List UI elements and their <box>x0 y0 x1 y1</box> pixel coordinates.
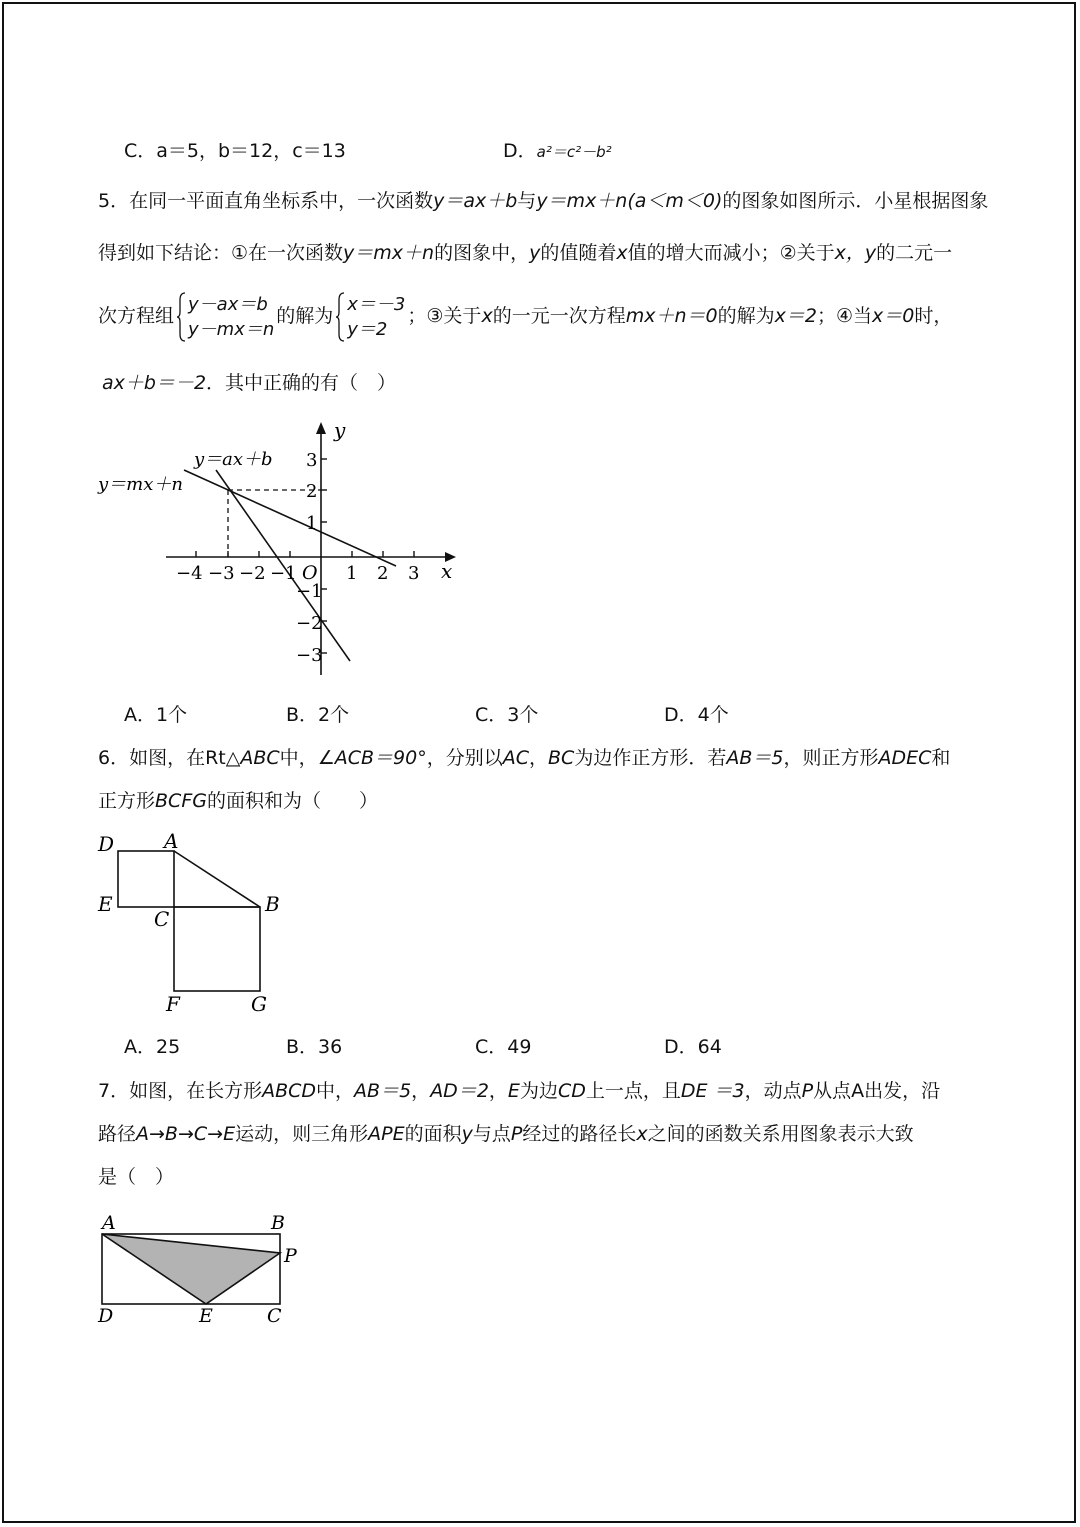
hypotenuse-ab <box>174 851 260 907</box>
y-axis-label: y <box>334 418 346 442</box>
q7-line-3: 是（ ） <box>98 1166 175 1188</box>
q6-option-d: D．64 <box>664 1036 722 1058</box>
q7-text: 与点 <box>472 1123 511 1145</box>
q5-var: x <box>481 305 493 327</box>
q6-text: ，则正方形 <box>783 747 879 769</box>
q7-rectangle-figure <box>90 1205 310 1335</box>
q6-var: AC <box>502 747 529 769</box>
point-label-g: G <box>251 992 267 1016</box>
q7-text: ， <box>488 1080 508 1102</box>
q4-option-c-text: C．a＝5，b＝12，c＝13 <box>124 140 346 162</box>
point-label-a: A <box>164 829 179 853</box>
point-label-b: B <box>265 892 280 916</box>
q5-option-d: D．4个 <box>664 704 729 726</box>
q5-var: y <box>529 242 541 264</box>
q7-var: P <box>510 1123 523 1145</box>
q5-formula: ax＋b＝－2 <box>102 372 207 394</box>
q6-text: 的面积和为（ ） <box>206 790 378 812</box>
triangle-ape <box>102 1234 280 1304</box>
q7-text: 的面积 <box>404 1123 462 1145</box>
x-tick-label: −2 <box>239 563 266 584</box>
q4-option-d <box>503 138 612 165</box>
y-tick-label: −2 <box>296 613 323 634</box>
q6-line-2 <box>98 788 378 814</box>
q7-text: ， <box>411 1080 431 1102</box>
system-row: x＝－3 <box>347 293 406 315</box>
y-tick-label: 1 <box>306 513 318 534</box>
point-label-a: A <box>102 1212 116 1234</box>
q5-text: 次方程组 <box>98 305 175 327</box>
q4-option-d-expr: a²＝c²－b² <box>536 143 612 161</box>
origin-label: O <box>302 562 318 584</box>
equation-system-1 <box>176 292 274 342</box>
q6-text: ， <box>528 747 548 769</box>
q6-option-b: B．36 <box>286 1036 343 1058</box>
q5-text: 值的增大而减小；②关于 <box>627 242 835 264</box>
point-label-d: D <box>98 1305 114 1327</box>
q5-option-c: C．3个 <box>475 704 539 726</box>
q5-var: x <box>616 242 628 264</box>
brace-icon <box>335 292 345 342</box>
x-tick-label: −3 <box>208 563 235 584</box>
y-axis-arrow-icon <box>316 422 326 434</box>
point-label-c: C <box>267 1305 282 1327</box>
q6-var: ADEC <box>878 747 932 769</box>
q5-text: 的值随着 <box>540 242 617 264</box>
q5-text: 得到如下结论：①在一次函数 <box>98 242 344 264</box>
x-tick-label: 3 <box>408 563 420 584</box>
q6-option-c: C．49 <box>475 1036 532 1058</box>
point-label-e: E <box>98 892 113 916</box>
q7-var: A <box>851 1080 865 1102</box>
square-adec <box>118 851 174 907</box>
system-row: y＝2 <box>347 318 388 340</box>
line-label-ax-b: y＝ax＋b <box>194 449 273 470</box>
square-bcfg <box>174 907 260 991</box>
brace-icon <box>176 292 186 342</box>
q6-text: ，分别以 <box>426 747 503 769</box>
q5-coordinate-graph <box>90 415 470 685</box>
q6-text: 为边作正方形．若 <box>574 747 727 769</box>
x-tick-label: −4 <box>176 563 203 584</box>
x-tick-label: −1 <box>270 563 297 584</box>
q6-squares-figure <box>90 825 290 1020</box>
q6-line-1 <box>98 745 950 771</box>
y-tick-label: 3 <box>306 450 318 471</box>
q7-text: 上一点，且 <box>585 1080 681 1102</box>
q5-formula: x＝2 <box>774 305 817 327</box>
q5-line-2 <box>98 240 952 266</box>
q7-var: ABCD <box>262 1080 317 1102</box>
q5-text: 的图象中， <box>434 242 530 264</box>
q7-text: 从点 <box>813 1080 852 1102</box>
q5-formula: y＝mx＋n(a＜m＜0) <box>536 190 723 212</box>
q5-line-3 <box>98 286 952 346</box>
q6-text: 和 <box>931 747 951 769</box>
q7-text: 之间的函数关系用图象表示大致 <box>647 1123 914 1145</box>
system-row: y－mx＝n <box>188 318 275 340</box>
q7-text: 中， <box>316 1080 355 1102</box>
q7-var: E <box>507 1080 520 1102</box>
q7-formula: DE ＝3 <box>680 1080 745 1102</box>
q7-var: y <box>461 1123 473 1145</box>
point-label-f: F <box>166 992 180 1016</box>
q7-var: CD <box>557 1080 586 1102</box>
line-label-mx-n: y＝mx＋n <box>98 474 183 495</box>
q6-var: BCFG <box>155 790 207 812</box>
q5-var: x，y <box>834 242 877 264</box>
q5-formula: y＝mx＋n <box>343 242 435 264</box>
x-tick-label: 2 <box>377 563 389 584</box>
q5-line-4 <box>102 370 396 396</box>
y-tick-label: 2 <box>306 481 318 502</box>
q7-formula: A→B→C→E <box>136 1123 236 1145</box>
q7-line-1 <box>98 1078 940 1104</box>
q7-line-2 <box>98 1121 914 1147</box>
q5-text: 与 <box>517 190 537 212</box>
q6-var: BC <box>548 747 575 769</box>
q7-var: APE <box>368 1123 405 1145</box>
q4-option-c <box>124 138 346 164</box>
x-tick-label: 1 <box>346 563 358 584</box>
y-tick-label: −3 <box>296 645 323 666</box>
q5-text: 的图象如图所示．小星根据图象 <box>722 190 989 212</box>
q5-text: 5．在同一平面直角坐标系中，一次函数 <box>98 190 434 212</box>
point-label-b: B <box>271 1212 285 1234</box>
q5-text: 的二元一 <box>876 242 953 264</box>
q7-formula: AD＝2 <box>430 1080 489 1102</box>
q7-var: P <box>801 1080 814 1102</box>
q6-text: 中， <box>279 747 318 769</box>
q7-text: 出发，沿 <box>864 1080 941 1102</box>
point-label-e: E <box>199 1305 213 1327</box>
q5-formula: x＝0 <box>872 305 915 327</box>
q5-option-b: B．2个 <box>286 704 350 726</box>
q6-option-a: A．25 <box>124 1036 181 1058</box>
y-tick-label: −1 <box>296 581 323 602</box>
q5-formula: mx＋n＝0 <box>625 305 718 327</box>
q6-var: ABC <box>240 747 280 769</box>
q6-text: 正方形 <box>98 790 156 812</box>
q5-formula: y＝ax＋b <box>433 190 518 212</box>
q5-text: 的解为 <box>717 305 775 327</box>
x-axis-label: x <box>441 559 453 583</box>
q5-text: 的解为 <box>276 305 334 327</box>
x-axis-ticks <box>196 551 414 557</box>
q7-text: 为边 <box>519 1080 558 1102</box>
q5-text: 时， <box>914 305 953 327</box>
equation-system-2 <box>335 292 405 342</box>
q7-text: ，动点 <box>744 1080 802 1102</box>
point-label-d: D <box>98 832 115 856</box>
q7-text: 经过的路径长 <box>522 1123 637 1145</box>
y-tick-labels <box>296 450 323 666</box>
q7-text: 7．如图，在长方形 <box>98 1080 263 1102</box>
q7-var: x <box>636 1123 648 1145</box>
q7-text: 路径 <box>98 1123 137 1145</box>
q6-formula: ∠ACB＝90° <box>317 747 427 769</box>
q5-text: ；④当 <box>816 305 872 327</box>
q7-formula: AB＝5 <box>354 1080 412 1102</box>
q6-formula: AB＝5 <box>726 747 784 769</box>
q5-text: ．其中正确的有（ ） <box>206 372 397 394</box>
q5-line-1 <box>98 188 988 214</box>
point-label-c: C <box>154 907 170 931</box>
q4-option-d-prefix: D． <box>503 140 537 162</box>
point-label-p: P <box>284 1245 297 1267</box>
q7-text: 运动，则三角形 <box>235 1123 369 1145</box>
system-row: y－ax＝b <box>188 293 268 315</box>
q5-text: 的一元一次方程 <box>492 305 626 327</box>
q5-text: ；③关于 <box>407 305 482 327</box>
q5-option-a: A．1个 <box>124 704 188 726</box>
q6-text: 6．如图，在Rt△ <box>98 747 241 769</box>
